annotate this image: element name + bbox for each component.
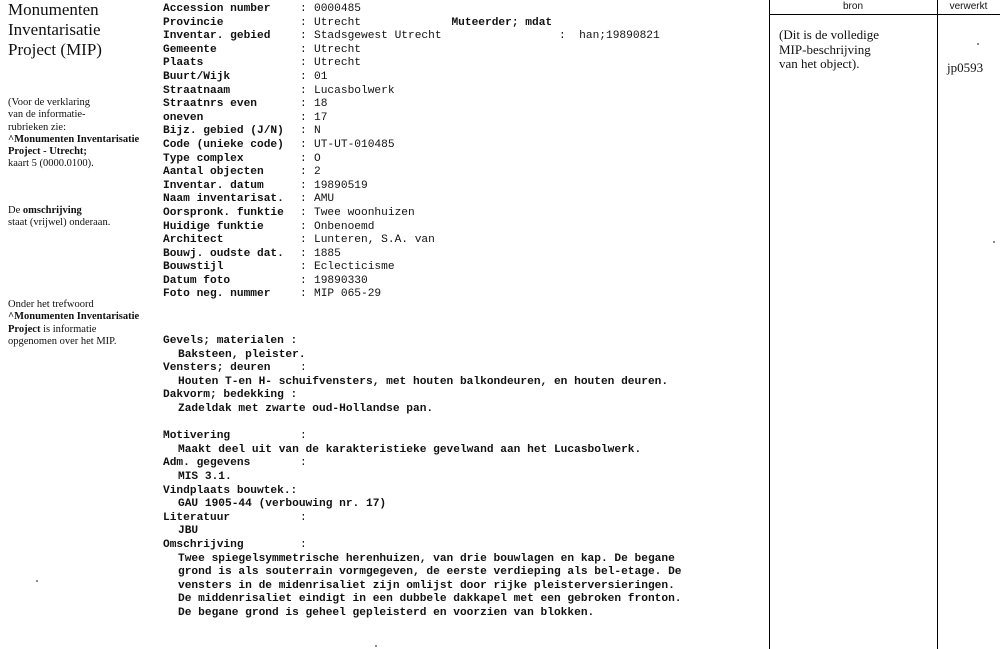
note-bold-line: Project - Utrecht;: [8, 146, 87, 158]
field-value: O: [314, 152, 321, 165]
record-section: [163, 485, 682, 512]
field-label: Plaats: [163, 57, 204, 70]
field-value: 18: [314, 98, 328, 111]
field-label: Bouwstijl: [163, 261, 224, 274]
scan-speck: [375, 645, 377, 647]
field-colon: :: [300, 261, 307, 274]
mutator-value: : han;19890821: [559, 30, 660, 43]
field-colon: :: [300, 125, 307, 138]
section-body-line: De begane grond is geheel gepleisterd en voorzien van blokken.: [178, 606, 595, 619]
field-label: Oorspronk. funktie: [163, 206, 284, 219]
section-colon: :: [300, 511, 307, 524]
record-section: [163, 335, 682, 362]
field-colon: :: [300, 30, 307, 43]
note-text: De: [8, 205, 23, 216]
field-value: N: [314, 125, 321, 138]
field-label: Inventar. datum: [163, 179, 264, 192]
section-heading-text: Gevels; materialen :: [163, 335, 298, 347]
note-line: opgenomen over het MIP.: [8, 335, 117, 347]
section-heading-text: Vensters; deuren: [163, 362, 271, 375]
section-gap: [163, 417, 682, 431]
field-label: Buurt/Wijk: [163, 70, 231, 83]
field-colon: :: [300, 247, 307, 260]
field-colon: :: [300, 220, 307, 233]
field-value: 0000485: [314, 3, 361, 15]
field-label: Type complex: [163, 152, 244, 165]
section-body-line: grond is als souterrain vormgegeven, de eerste verdieping als bel-etage. De: [178, 566, 682, 579]
field-label: Foto neg. nummer: [163, 288, 271, 301]
section-heading: [163, 389, 682, 403]
section-heading: [163, 457, 682, 471]
field-label: Huidige funktie: [163, 220, 264, 233]
field-value: 19890330: [314, 274, 368, 287]
field-value: Eclecticisme: [314, 261, 395, 274]
field-value: Lunteren, S.A. van: [314, 234, 435, 247]
field-value: 1885: [314, 247, 341, 260]
bron-header: bron: [842, 1, 863, 12]
field-label: Naam inventarisat.: [163, 193, 284, 206]
field-label: Architect: [163, 234, 224, 247]
field-colon: :: [300, 57, 307, 70]
field-colon: :: [300, 98, 307, 111]
field-colon: :: [300, 166, 307, 179]
section-body-line: MIS 3.1.: [178, 470, 232, 483]
field-value: Lucasbolwerk: [314, 84, 395, 97]
field-colon: :: [300, 43, 307, 56]
note-line: staat (vrijwel) onderaan.: [8, 217, 111, 229]
field-value: Utrecht: [314, 16, 361, 29]
field-value: Utrecht: [314, 43, 361, 56]
section-colon: :: [300, 430, 307, 443]
section-body-line: vensters in de midenrisaliet zijn omlijst door rijke pleisterversieringen.: [178, 579, 675, 592]
mutator-line: [438, 3, 660, 44]
field-colon: :: [300, 16, 307, 29]
section-heading-text: Motivering: [163, 430, 231, 443]
field-colon: :: [300, 70, 307, 83]
note-line: Onder het trefwoord: [8, 299, 94, 310]
field-colon: :: [300, 274, 307, 287]
note-bold: ^Monumenten Inventarisatie: [8, 311, 140, 323]
field-value: AMU: [314, 193, 335, 206]
record-section: [163, 430, 682, 457]
field-colon: :: [300, 152, 307, 165]
keyword-note: [8, 299, 163, 348]
section-heading: [163, 362, 682, 376]
section-heading: [163, 430, 682, 444]
page-title: [8, 0, 168, 60]
section-heading: [163, 539, 682, 553]
field-colon: :: [300, 193, 307, 206]
section-body-line: Houten T-en H- schuifvensters, met houten balkondeuren, en houten deuren.: [178, 375, 669, 388]
field-value: UT-UT-010485: [314, 138, 395, 151]
section-heading: [163, 485, 682, 499]
section-heading-text: Adm. gegevens: [163, 457, 251, 470]
field-colon: :: [300, 138, 307, 151]
bron-line: MIP-beschrijving: [779, 41, 871, 57]
scan-speck: [36, 580, 38, 582]
field-value: 17: [314, 111, 328, 124]
section-heading-text: Dakvorm; bedekking :: [163, 389, 298, 402]
field-label: Inventar. gebied: [163, 30, 271, 43]
note-bold: Project: [8, 323, 41, 335]
title-line: Project (MIP): [8, 40, 102, 59]
section-heading-text: Vindplaats bouwtek.:: [163, 484, 298, 497]
field-label: Aantal objecten: [163, 166, 264, 179]
field-value: Utrecht: [314, 57, 361, 70]
field-colon: :: [300, 234, 307, 247]
section-heading-text: Omschrijving: [163, 538, 244, 551]
field-colon: :: [300, 84, 307, 97]
title-line: Inventarisatie: [8, 20, 101, 39]
field-value: MIP 065-29: [314, 288, 382, 301]
note-line: rubrieken zie:: [8, 121, 67, 133]
field-colon: :: [300, 288, 307, 301]
note-line: kaart 5 (0000.0100).: [8, 158, 94, 170]
field-colon: :: [300, 179, 307, 192]
field-label: Bouwj. oudste dat.: [163, 247, 284, 260]
field-value: 19890519: [314, 179, 368, 192]
section-colon: :: [300, 538, 307, 551]
note-bold-line: ^Monumenten Inventarisatie: [8, 133, 140, 145]
section-colon: :: [300, 362, 307, 375]
panel-header: [769, 0, 1000, 15]
field-label: Straatnaam: [163, 84, 231, 97]
field-label: Datum foto: [163, 274, 231, 287]
record-section: [163, 362, 682, 389]
note-line: van de informatie-: [8, 109, 86, 121]
field-label: Accession number: [163, 3, 271, 15]
record-section: [163, 539, 682, 621]
legend-note: [8, 97, 163, 171]
record-section: [163, 389, 682, 416]
scan-speck: [977, 43, 979, 45]
section-body-line: Twee spiegelsymmetrische herenhuizen, van drie bouwlagen en kap. De begane: [178, 552, 675, 565]
field-value: 2: [314, 166, 321, 179]
verwerkt-header: verwerkt: [949, 1, 988, 12]
section-colon: :: [300, 457, 307, 470]
field-value: Onbenoemd: [314, 220, 375, 233]
record-section: [163, 457, 682, 484]
section-body-line: GAU 1905-44 (verbouwing nr. 17): [178, 498, 387, 511]
section-heading: [163, 512, 682, 526]
bron-text: [779, 28, 879, 72]
field-label: Provincie: [163, 16, 224, 29]
record-section: [163, 512, 682, 539]
field-colon: :: [300, 206, 307, 219]
record-sections: [163, 335, 682, 620]
note-text: is informatie: [40, 323, 97, 335]
description-note: [8, 205, 163, 230]
section-body-line: De middenrisaliet eindigt in een dubbele dakkapel met een gebroken fronton.: [178, 593, 682, 606]
field-label: Code (unieke code): [163, 138, 284, 151]
panel-left-border: [769, 0, 770, 649]
section-body-line: Zadeldak met zwarte oud-Hollandse pan.: [178, 402, 434, 415]
verwerkt-value: jp0593: [947, 60, 984, 75]
scan-speck: [993, 241, 995, 243]
section-body-line: Baksteen, pleister.: [178, 348, 306, 361]
field-value: 01: [314, 70, 328, 83]
section-body-line: Maakt deel uit van de karakteristieke gevelwand aan het Lucasbolwerk.: [178, 443, 642, 456]
title-line: Monumenten: [8, 0, 99, 19]
section-heading: [163, 335, 682, 349]
field-label: oneven: [163, 111, 204, 124]
field-colon: :: [300, 3, 307, 15]
field-value: Stadsgewest Utrecht: [314, 30, 442, 43]
field-colon: :: [300, 111, 307, 124]
note-bold: omschrijving: [22, 205, 82, 216]
source-panel: [769, 0, 1000, 649]
field-value: Twee woonhuizen: [314, 206, 415, 219]
field-label: Straatnrs even: [163, 98, 257, 111]
panel-column-divider: [937, 0, 938, 649]
section-body-line: JBU: [178, 525, 199, 538]
field-label: Bijz. gebied (J/N): [163, 125, 284, 138]
field-label: Gemeente: [163, 43, 217, 56]
bron-line: van het object).: [779, 56, 860, 71]
section-heading-text: Literatuur: [163, 511, 231, 524]
mutator-label: Muteerder; mdat: [451, 16, 553, 29]
note-line: (Voor de verklaring: [8, 97, 91, 108]
bron-line: (Dit is de volledige: [779, 27, 880, 42]
